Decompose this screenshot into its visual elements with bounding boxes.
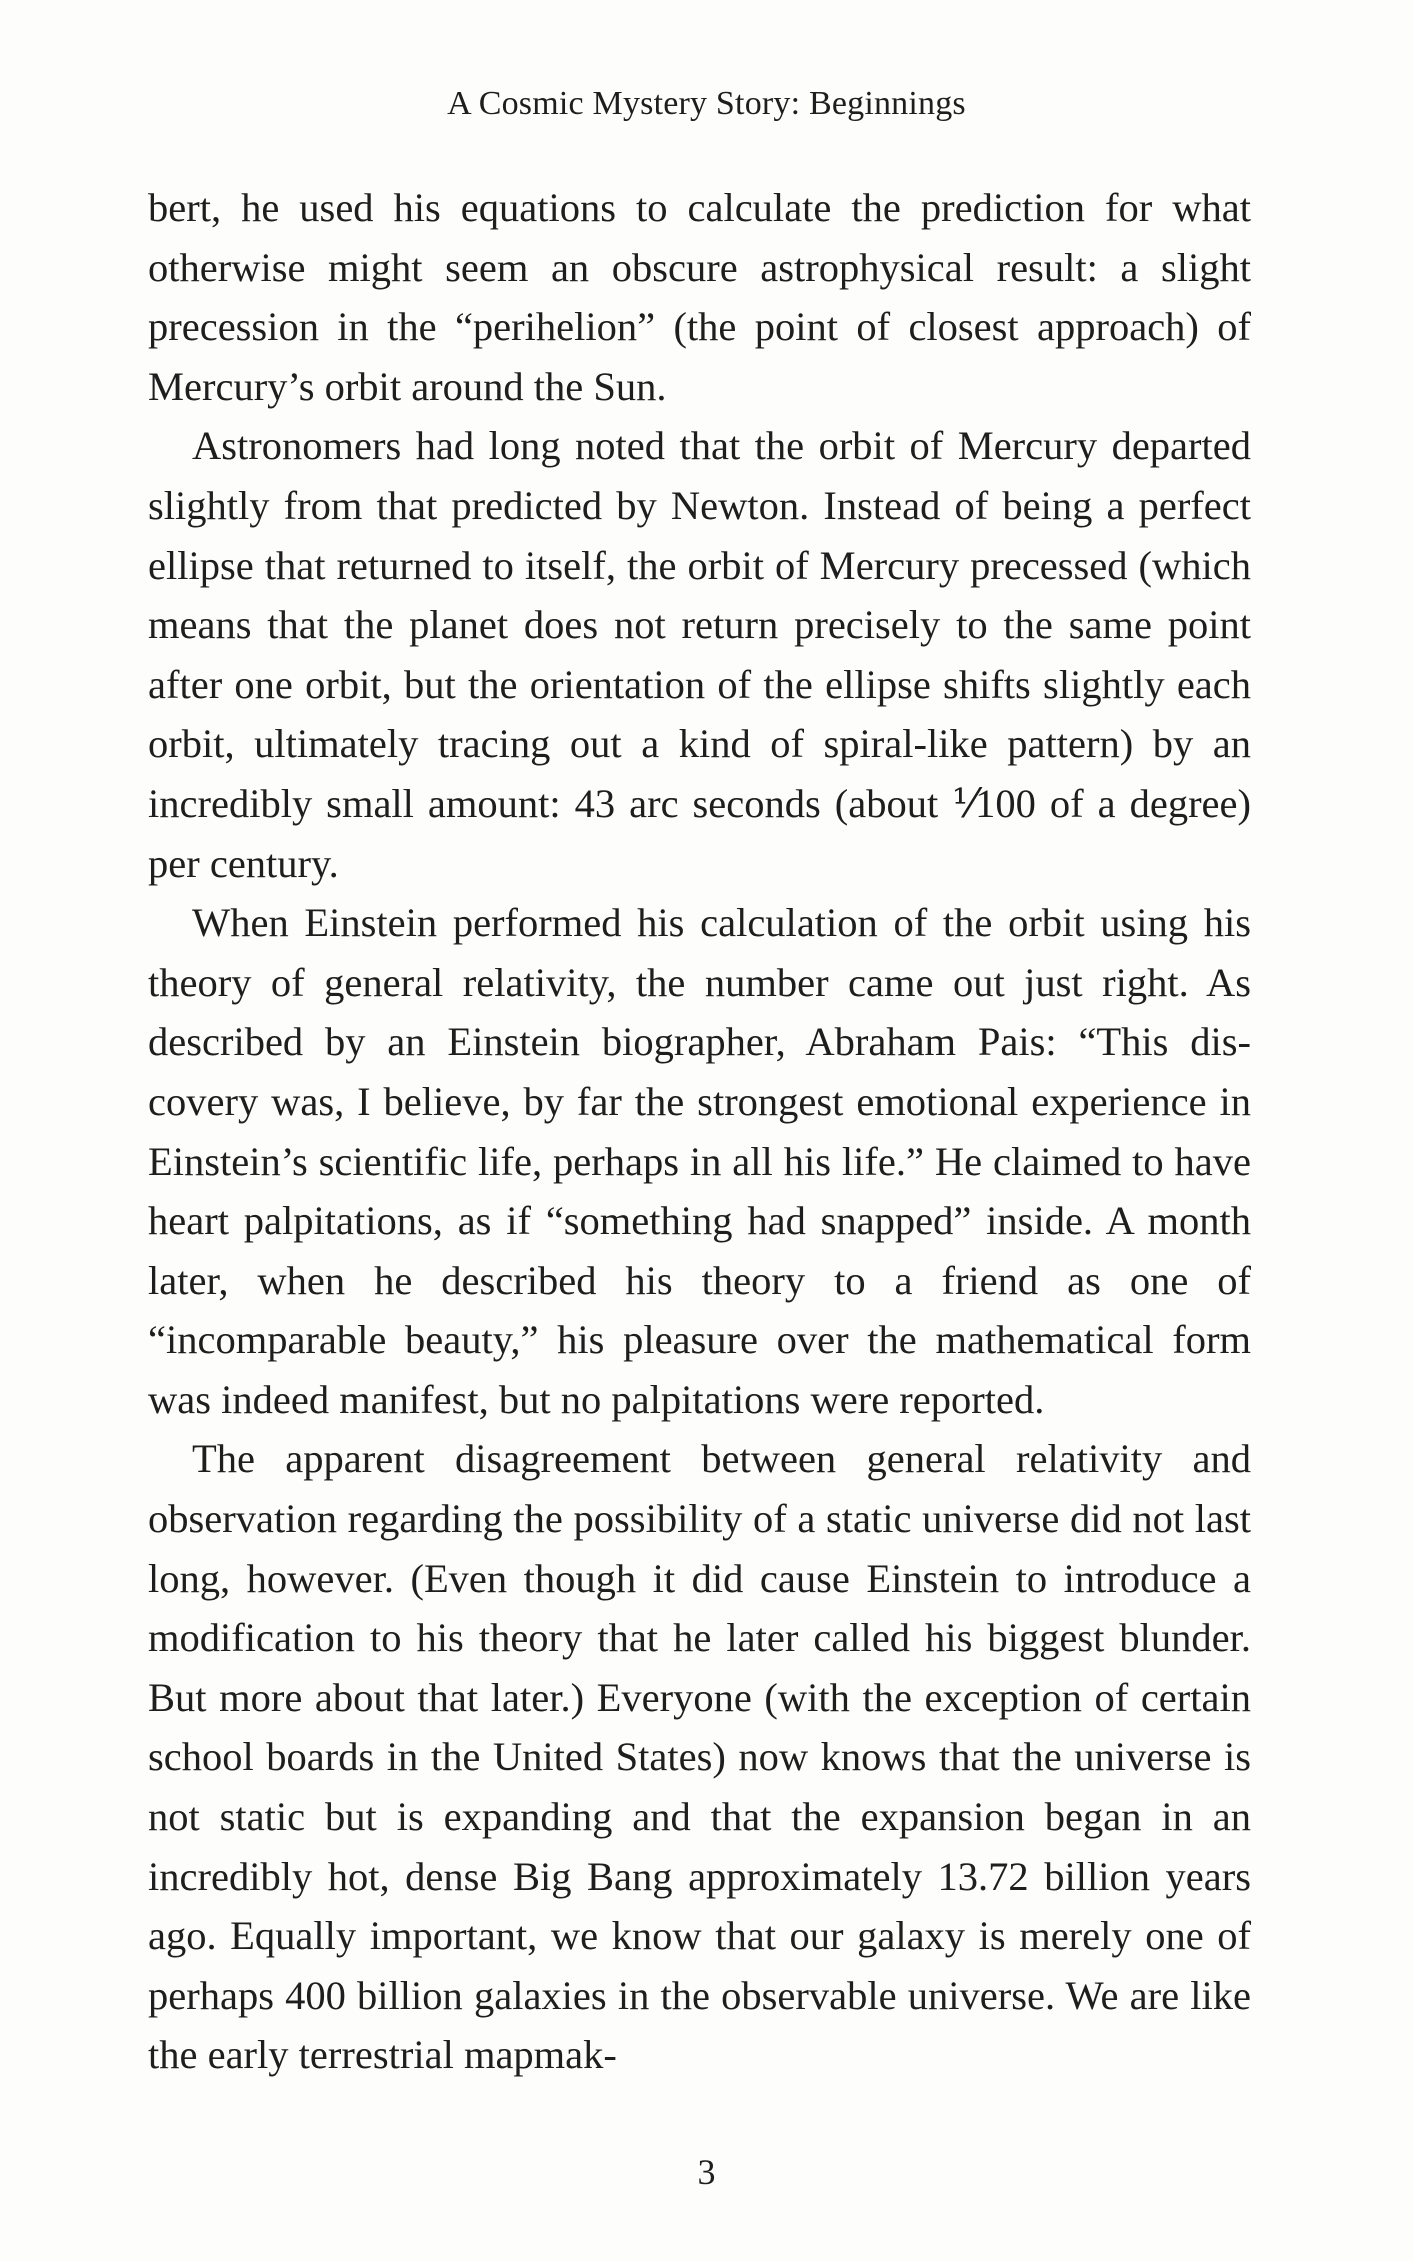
paragraph-expanding-universe: The apparent disagreement between general relativity and observation regarding the possibility of a static universe did not last long, however. (Even though it did cause Einstein to introduce a modification to his theory that he later called his biggest blunder. But more about that later.) Everyone (with the exception of certain school boards in the United States) now knows that the universe is not static but is expanding and that the expansion began in an incredibly hot, dense Big Bang approximately 13.72 billion years ago. Equally important, we know that our galaxy is merely one of perhaps 400 billion galaxies in the observable universe. We are like the early terrestrial mapmak-: [148, 1436, 1251, 2078]
paragraph-continuation: bert, he used his equations to calculate the prediction for what otherwise might seem an obscure astrophysical result: a slight precession in the “perihelion” (the point of closest approach) of Mercury’s orbit around the Sun.: [148, 185, 1251, 409]
paragraph-einstein-calculation: When Einstein performed his calculation of the orbit using his theory of general relativity, the number came out just right. As described by an Einstein biographer, Abraham Pais: “This discovery was, I believe, by far the strongest emotional experience in Einstein’s scientific life, perhaps in all his life.” He claimed to have heart palpitations, as if “something had snapped” inside. A month later, when he described his theory to a friend as one of “incomparable beauty,” his pleasure over the mathematical form was indeed manifest, but no palpitations were reported.: [148, 900, 1251, 1422]
running-head: A Cosmic Mystery Story: Beginnings: [447, 85, 966, 122]
body-text: [148, 178, 1251, 2085]
page-number: 3: [697, 2152, 716, 2192]
paragraph-mercury-orbit: Astronomers had long noted that the orbit of Mercury departed slightly from that predicted by Newton. Instead of being a perfect ellipse that returned to itself, the orbit of Mercury precessed (which means that the planet does not return precisely to the same point after one orbit, but the orientation of the ellipse shifts slightly each orbit, ultimately tracing out a kind of spiral-like pattern) by an incredibly small amount: 43 arc seconds (about ⅟100 of a degree) per century.: [148, 423, 1251, 886]
